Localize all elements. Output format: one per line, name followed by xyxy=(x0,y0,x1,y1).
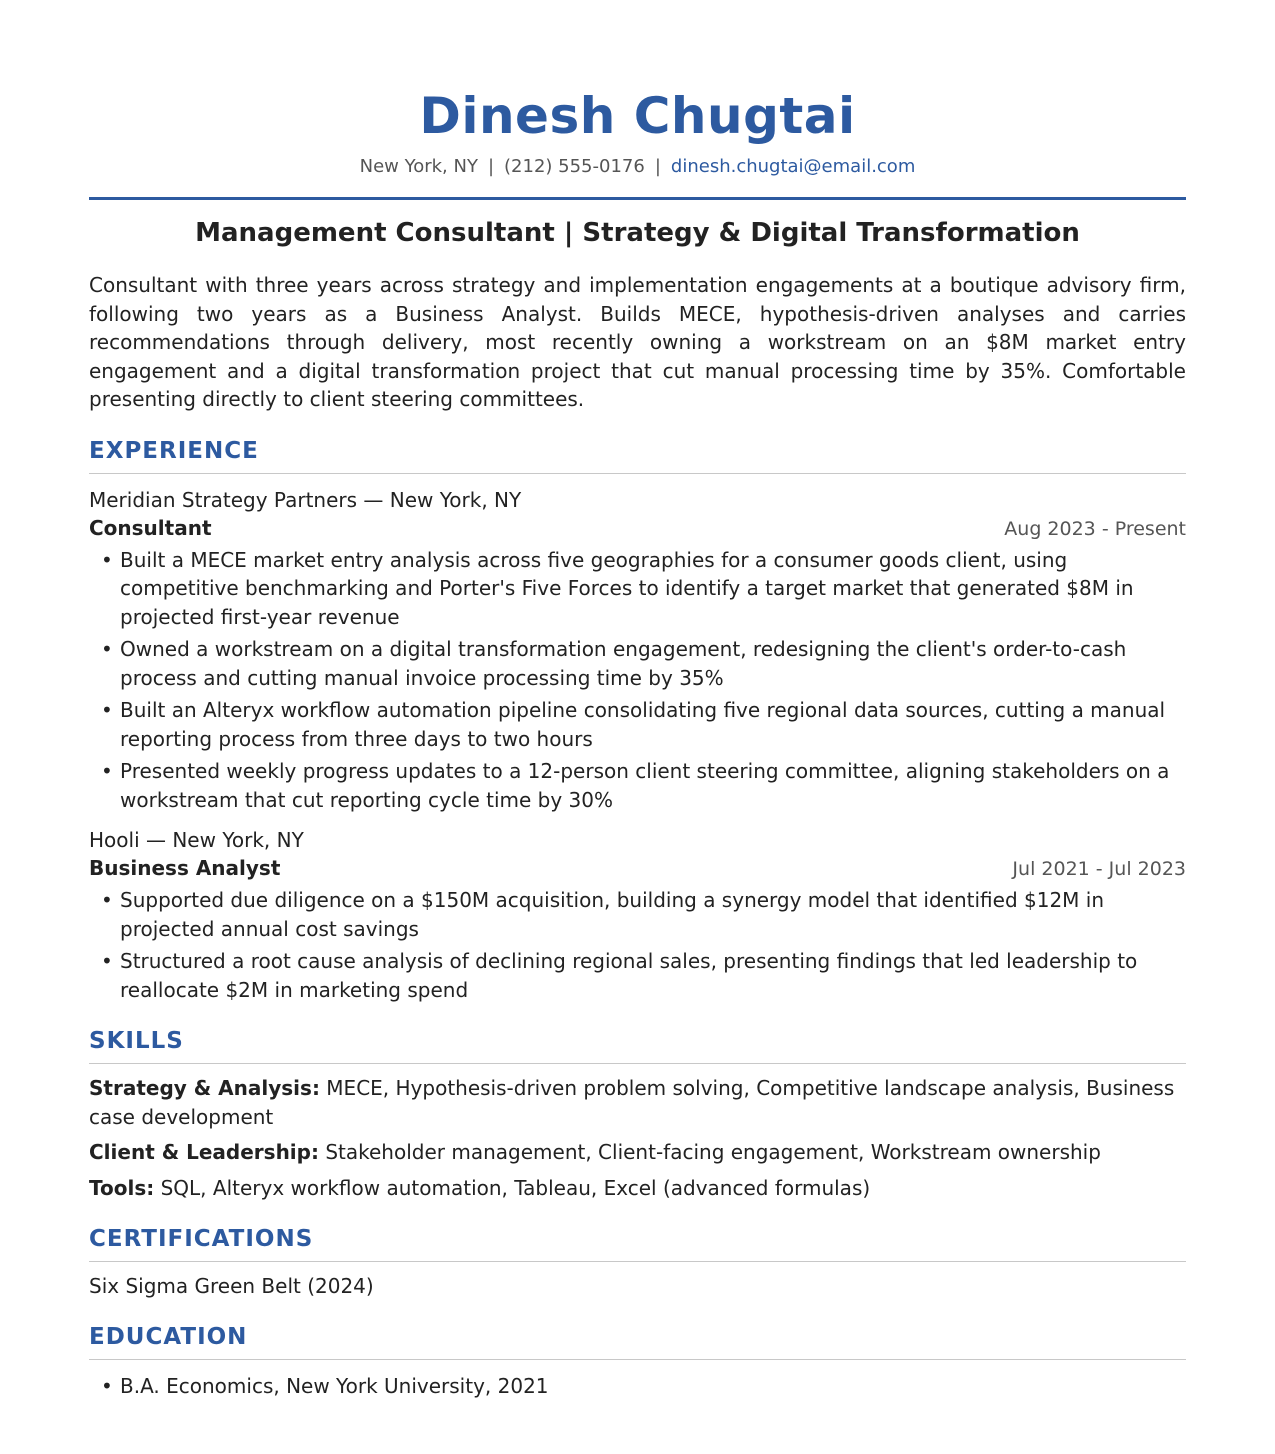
list-item xyxy=(89,696,1186,753)
skill-text: SQL, Alteryx workflow automation, Tableau, Excel (advanced formulas) xyxy=(160,1175,871,1200)
bullet-text: Built an Alteryx workflow automation pipeline consolidating five regional data sources, cutting a manual reporting process from three days to two hours xyxy=(120,698,1166,751)
bullet-icon: • xyxy=(101,759,113,783)
section-divider xyxy=(89,473,1186,474)
list-item xyxy=(89,757,1186,814)
skill-label: Strategy & Analysis: xyxy=(89,1076,320,1100)
bullet-icon: • xyxy=(101,547,113,572)
bullet-text: Structured a root cause analysis of declining regional sales, presenting findings that led leadership to reallocate $2M in marketing spend xyxy=(120,949,1138,1002)
job-role-row xyxy=(89,514,1186,542)
skill-line xyxy=(89,1074,1186,1131)
skill-text: Stakeholder management, Client-facing engagement, Workstream ownership xyxy=(325,1140,1101,1164)
section-divider xyxy=(89,1359,1186,1360)
resume-page xyxy=(89,0,1186,1401)
job-role: Business Analyst xyxy=(89,856,281,880)
job-entry xyxy=(89,826,1186,1004)
bullet-text: Built a MECE market entry analysis across five geographies for a consumer goods client, using competitive benchmarking and Porter's Five Forces to identify a target market that generated $8M in projected first-year revenue xyxy=(120,547,1134,629)
phone: (212) 555-0176 xyxy=(504,156,645,177)
contact-line xyxy=(89,154,1186,180)
section-title-education: EDUCATION xyxy=(89,1324,248,1350)
skill-label: Tools: xyxy=(89,1175,155,1200)
job-entry xyxy=(89,486,1186,815)
job-company: Meridian Strategy Partners — New York, NY xyxy=(89,487,522,512)
education-list xyxy=(89,1372,1186,1401)
bullet-icon: • xyxy=(101,949,113,973)
contact-separator: | xyxy=(654,156,661,177)
list-item xyxy=(89,947,1186,1004)
bullet-icon: • xyxy=(101,698,113,722)
job-bullets xyxy=(89,886,1186,1004)
section-title-certifications: CERTIFICATIONS xyxy=(89,1226,314,1252)
bullet-icon: • xyxy=(101,637,113,661)
bullet-text: Owned a workstream on a digital transformation engagement, redesigning the client's order-to-cash process and cutting manual invoice processing time by 35% xyxy=(120,637,1127,690)
list-item xyxy=(89,1372,1186,1401)
job-role-row xyxy=(89,854,1186,882)
bullet-text: Presented weekly progress updates to a 12-person client steering committee, aligning stakeholders on a workstream that cut reporting cycle time by 30% xyxy=(120,759,1170,812)
bullet-icon: • xyxy=(101,1374,113,1398)
job-dates: Aug 2023 - Present xyxy=(1004,517,1186,540)
certification-item: Six Sigma Green Belt (2024) xyxy=(89,1274,374,1298)
section-divider xyxy=(89,1063,1186,1064)
candidate-name: Dinesh Chugtai xyxy=(419,87,856,145)
job-bullets xyxy=(89,546,1186,815)
bullet-text: Supported due diligence on a $150M acquisition, building a synergy model that identified $12M in projected annual cost savings xyxy=(120,888,1105,941)
header-divider xyxy=(89,197,1186,200)
list-item xyxy=(89,635,1186,692)
skill-label: Client & Leadership: xyxy=(89,1140,319,1164)
bullet-icon: • xyxy=(101,888,113,912)
summary: Consultant with three years across strategy and implementation engagements at a boutique advisory firm, following two years as a Business Analyst. Builds MECE, hypothesis-driven analyses and carries recommendations through delivery, most recently owning a workstream on an $8M market entry engagement and a digital transformation project that cut manual processing time by 35%. Comfortable presenting directly to client steering committees. xyxy=(89,273,1186,411)
list-item xyxy=(89,546,1186,632)
email-link[interactable]: dinesh.chugtai@email.com xyxy=(670,156,916,177)
section-title-skills: SKILLS xyxy=(89,1028,184,1054)
section-title-experience: EXPERIENCE xyxy=(89,437,259,464)
headline: Management Consultant | Strategy & Digital Transformation xyxy=(195,218,1080,248)
job-company: Hooli — New York, NY xyxy=(89,828,304,852)
section-divider xyxy=(89,1261,1186,1262)
contact-separator: | xyxy=(487,156,495,177)
skill-line xyxy=(89,1174,1186,1203)
job-dates: Jul 2021 - Jul 2023 xyxy=(1012,858,1186,880)
skill-line xyxy=(89,1138,1186,1167)
list-item xyxy=(89,886,1186,943)
location: New York, NY xyxy=(359,156,478,177)
education-item: B.A. Economics, New York University, 2021 xyxy=(120,1374,549,1398)
skill-text: MECE, Hypothesis-driven problem solving, Competitive landscape analysis, Business case development xyxy=(89,1076,1175,1129)
job-role: Consultant xyxy=(89,515,212,540)
